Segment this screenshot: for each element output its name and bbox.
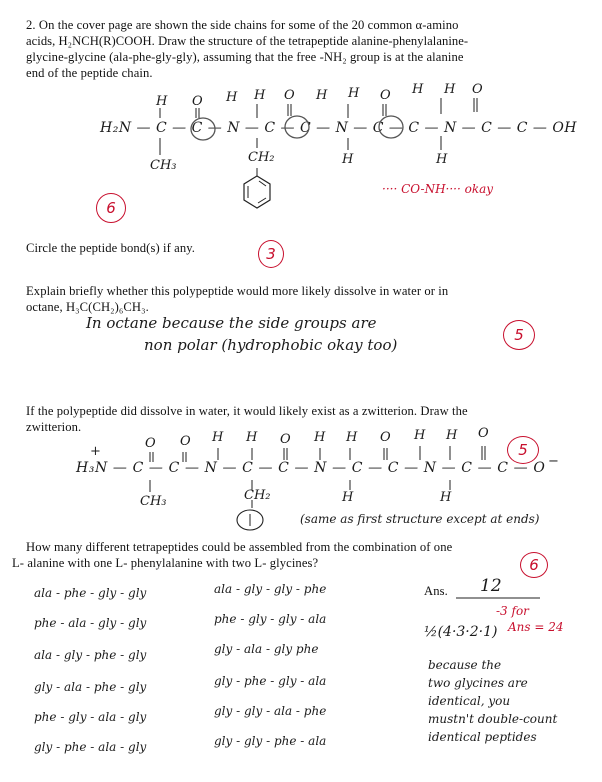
count-line1: How many different tetrapeptides could be assembled from the combination of one	[26, 540, 453, 554]
circle-question: Circle the peptide bond(s) if any.	[26, 241, 196, 255]
explain-line1: Explain briefly whether this polypeptide would more likely dissolve in water or in	[26, 284, 449, 298]
zw-o4: O	[380, 430, 391, 445]
explain-count-4: mustn't double-count	[428, 712, 558, 726]
struct1-h4: H	[316, 88, 328, 103]
combo-c1-r4: gly - ala - phe - gly	[34, 680, 147, 694]
struct1-note: ···· CO-NH···· okay	[382, 182, 494, 196]
struct1-o2: O	[284, 88, 295, 103]
q2-line1: 2. On the cover page are shown the side chains for some of the 20 common α-amino	[26, 18, 459, 32]
explain-line2: octane, H₃C(CH₂)₆CH₃.	[26, 300, 149, 314]
combo-c1-r1: ala - phe - gly - gly	[34, 586, 147, 600]
struct1-h6: H	[412, 82, 424, 97]
zw-h4: H	[346, 430, 358, 445]
combo-c2-r4: gly - phe - gly - ala	[214, 674, 327, 688]
zw-h6: H	[446, 428, 458, 443]
zw-chain: H₃N — C — C — N — C — C — N — C — C — N — C — C — O	[76, 460, 546, 476]
zw-note: (same as first structure except at ends)	[300, 512, 540, 526]
combo-c1-r2: phe - ala - gly - gly	[34, 616, 147, 630]
struct1-h1: H	[156, 94, 168, 109]
explain-count-5: identical peptides	[428, 730, 537, 744]
ans-label: Ans.	[424, 584, 448, 598]
explain-answer1: In octane because the side groups are	[86, 314, 377, 332]
q2-line2: acids, H₂NCH(R)COOH. Draw the structure of the tetrapeptide alanine-phenylalanine-	[26, 34, 469, 48]
zw-h2: H	[246, 430, 258, 445]
struct1-side-gly1: H	[342, 152, 354, 167]
zw-side-gly2: H	[440, 490, 452, 505]
combo-c2-r2: phe - gly - gly - ala	[214, 612, 327, 626]
deduction-line1: -3 for	[496, 604, 529, 618]
zw-side-ala: CH₃	[140, 494, 167, 509]
peptide-bond-circle-3	[379, 116, 403, 138]
grade-circle-zwitterion: 5	[507, 436, 539, 464]
struct1-h3: H	[254, 88, 266, 103]
zw-o1: O	[145, 436, 156, 451]
zw-h3: H	[314, 430, 326, 445]
zwitter-line1: If the polypeptide did dissolve in water, it would likely exist as a zwitterion. Draw the	[26, 404, 468, 418]
zw-side-phe: CH₂	[244, 488, 271, 503]
combo-c1-r6: gly - phe - ala - gly	[34, 740, 147, 754]
struct1-chain: H₂N — C — C — N — C — C — N — C — C — N — C — C — OH	[100, 120, 578, 136]
combo-c2-r1: ala - gly - gly - phe	[214, 582, 327, 596]
explain-count-1: because the	[428, 658, 502, 672]
zw-o5: O	[478, 426, 489, 441]
q2-line3: glycine-glycine (ala-phe-gly-gly), assuming that the free -NH₂ group is at the alanine	[26, 50, 464, 64]
q2-line4: end of the peptide chain.	[26, 66, 153, 80]
zw-h1: H	[212, 430, 224, 445]
explain-answer2: non polar (hydrophobic okay too)	[144, 336, 398, 354]
explain-count-2: two glycines are	[428, 676, 528, 690]
struct1-o4: O	[472, 82, 483, 97]
combo-c2-r3: gly - ala - gly phe	[214, 642, 319, 656]
struct1-side-ala: CH₃	[150, 158, 177, 173]
explain-count-3: identical, you	[428, 694, 511, 708]
ans-value: 12	[480, 576, 502, 596]
grade-circle-explain: 5	[503, 320, 535, 350]
zw-o2: O	[180, 434, 191, 449]
combo-c1-r3: ala - gly - phe - gly	[34, 648, 147, 662]
formula: ½(4·3·2·1)	[424, 624, 498, 640]
grade-circle-peptide-bonds: 3	[258, 240, 284, 268]
deduction-line2: Ans = 24	[508, 620, 564, 634]
struct1-o3: O	[380, 88, 391, 103]
zw-o3: O	[280, 432, 291, 447]
combo-c1-r5: phe - gly - ala - gly	[34, 710, 147, 724]
struct1-side-gly2: H	[436, 152, 448, 167]
combo-c2-r5: gly - gly - ala - phe	[214, 704, 327, 718]
combo-c2-r6: gly - gly - phe - ala	[214, 734, 327, 748]
struct1-h7: H	[444, 82, 456, 97]
zwitter-line2: zwitterion.	[26, 420, 82, 434]
struct1-h2: H	[226, 90, 238, 105]
peptide-bond-circle-2	[285, 116, 309, 138]
grade-circle-structure: 6	[96, 193, 126, 223]
peptide-bond-circle-1	[191, 118, 215, 140]
zw-minus: −	[548, 454, 559, 469]
zw-plus: +	[90, 444, 101, 459]
struct1-side-phe: CH₂	[248, 150, 275, 165]
grade-circle-count: 6	[520, 552, 548, 578]
zw-h5: H	[414, 428, 426, 443]
count-line2: L- alanine with one L- phenylalanine with two L- glycines?	[12, 556, 319, 570]
zw-side-gly1: H	[342, 490, 354, 505]
struct1-o1: O	[192, 94, 203, 109]
struct1-h5: H	[348, 86, 360, 101]
